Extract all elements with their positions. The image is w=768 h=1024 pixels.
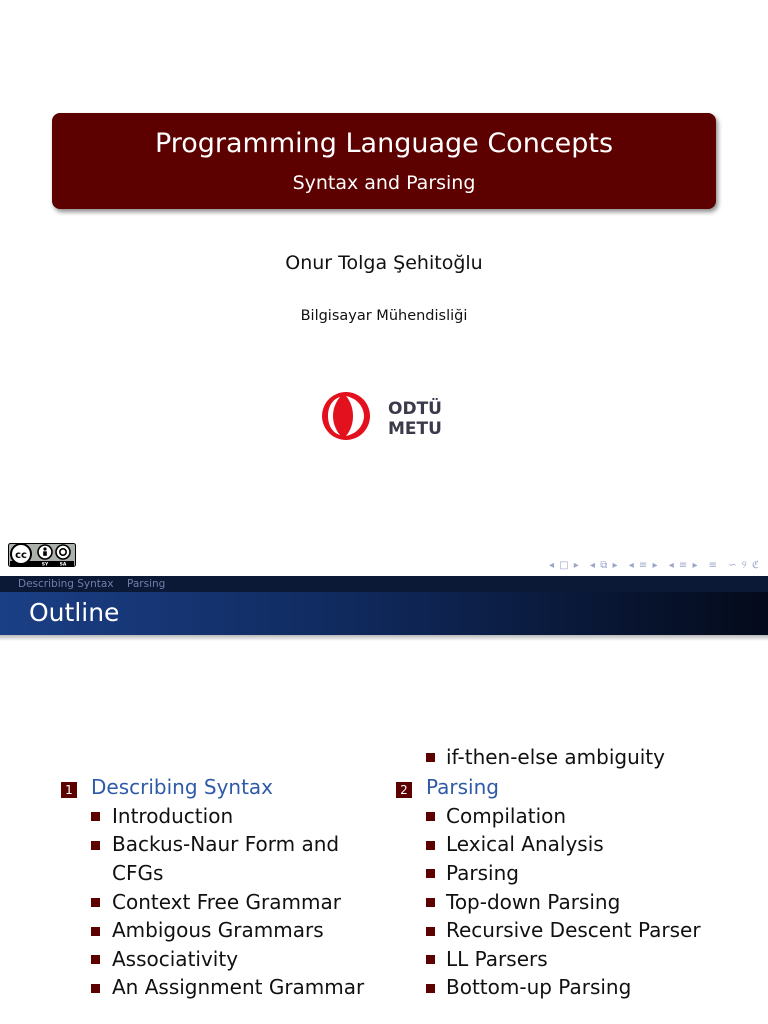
cc-license-badge: [8, 543, 76, 567]
toc-item-bnf[interactable]: Backus-Naur Form and: [112, 832, 340, 856]
bullet-square-icon: [426, 955, 435, 964]
bullet-square-icon: [426, 753, 435, 762]
by-person-icon: [38, 545, 52, 559]
svg-text:cc: cc: [15, 550, 27, 561]
toc-item-lexical-analysis[interactable]: Lexical Analysis: [446, 832, 604, 856]
metu-logo-icon: [322, 392, 370, 440]
bullet-square-icon: [426, 841, 435, 850]
bullet-square-icon: [426, 898, 435, 907]
beamer-navigation[interactable]: [543, 560, 760, 571]
bullet-square-icon: [91, 812, 100, 821]
breadcrumb: [0, 576, 768, 592]
bullet-square-icon: [426, 927, 435, 936]
logo-text-odtu: ODTÜ: [388, 399, 442, 419]
nav-appendix-icon[interactable]: ≡: [708, 560, 719, 571]
cc-icon: [11, 544, 31, 564]
bullet-square-icon: [91, 898, 100, 907]
toc-item-assignment-grammar[interactable]: An Assignment Grammar: [112, 975, 365, 999]
share-alike-icon: [56, 545, 70, 559]
nav-frame-icon[interactable]: ◂ □ ▸: [548, 560, 580, 571]
bullet-square-icon: [91, 955, 100, 964]
toc-item-cfg[interactable]: Context Free Grammar: [112, 890, 341, 914]
toc-item-introduction[interactable]: Introduction: [112, 804, 234, 828]
breadcrumb-describing-syntax[interactable]: Describing Syntax: [18, 578, 114, 590]
toc-item-bnf-cont[interactable]: CFGs: [112, 861, 164, 885]
title-block: [52, 113, 716, 209]
toc-item-compilation[interactable]: Compilation: [446, 804, 567, 828]
bullet-square-icon: [91, 927, 100, 936]
breadcrumb-parsing[interactable]: Parsing: [127, 578, 166, 590]
toc-item-associativity[interactable]: Associativity: [112, 947, 239, 971]
nav-section-icon[interactable]: ◂ ≡ ▸: [628, 560, 659, 571]
author-name: Onur Tolga Şehitoğlu: [285, 252, 483, 274]
bullet-square-icon: [91, 841, 100, 850]
section-number-2: 2: [396, 782, 412, 798]
badge-label-sy: SY: [41, 562, 49, 567]
section-number-1: 1: [61, 782, 77, 798]
frame-title: Outline: [29, 598, 120, 627]
presentation-subtitle: Syntax and Parsing: [292, 172, 476, 194]
bullet-square-icon: [91, 984, 100, 993]
outline-slide: [0, 576, 768, 1024]
nav-subsection-icon[interactable]: ◂ ⧉ ▸: [590, 560, 619, 571]
logo-text-metu: METU: [388, 419, 442, 439]
toc-item-top-down[interactable]: Top-down Parsing: [446, 890, 621, 914]
metu-logo: [320, 390, 450, 442]
toc-item-if-then-else[interactable]: if-then-else ambiguity: [446, 745, 665, 769]
toc-section-parsing[interactable]: Parsing: [426, 775, 499, 799]
bullet-square-icon: [426, 869, 435, 878]
header-shadow: [0, 635, 768, 641]
toc-item-ll-parsers[interactable]: LL Parsers: [446, 947, 548, 971]
toc-item-ambiguous[interactable]: Ambigous Grammars: [112, 918, 324, 942]
toc-item-parsing[interactable]: Parsing: [446, 861, 519, 885]
department-name: Bilgisayar Mühendisliği: [300, 308, 468, 324]
badge-label-sa: SA: [59, 562, 67, 567]
toc-section-describing-syntax[interactable]: Describing Syntax: [91, 775, 274, 799]
toc-item-bottom-up[interactable]: Bottom-up Parsing: [446, 975, 632, 999]
bullet-square-icon: [426, 812, 435, 821]
nav-presentation-icon[interactable]: ◂ ≡ ▸: [668, 560, 699, 571]
toc-item-recursive-descent[interactable]: Recursive Descent Parser: [446, 918, 701, 942]
presentation-title: Programming Language Concepts: [154, 128, 614, 159]
frame-title-bar: [0, 592, 768, 635]
nav-search-icon[interactable]: ∽ ୨ ℭ: [728, 560, 760, 571]
bullet-square-icon: [426, 984, 435, 993]
